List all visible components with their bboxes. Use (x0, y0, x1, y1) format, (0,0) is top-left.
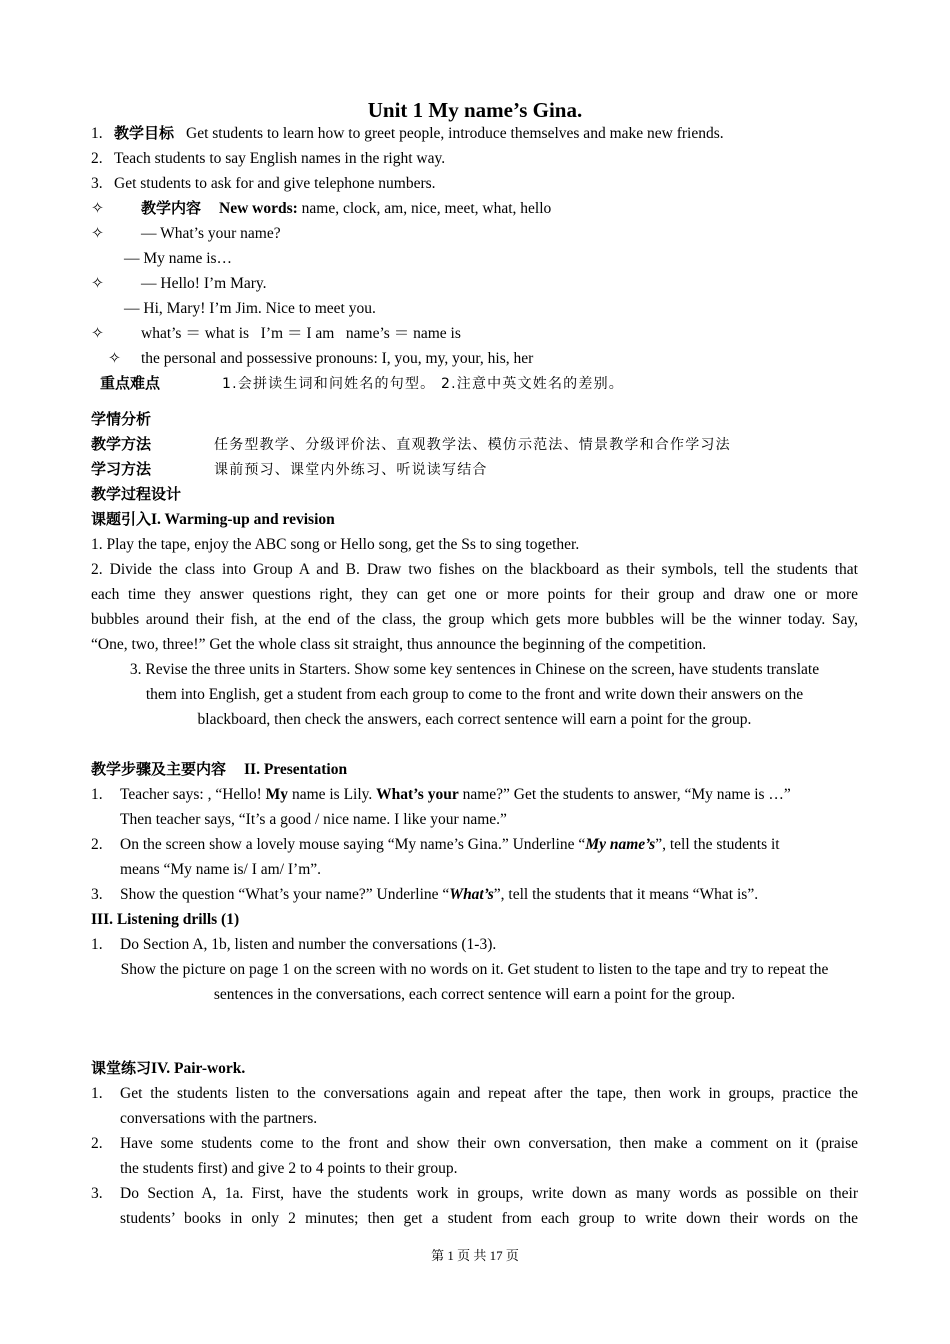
process-label: 教学过程设计 (91, 485, 182, 503)
pairwork-item-2-cont: the students first) and give 2 to 4 points to their group. (120, 1160, 458, 1177)
pairwork-heading: 课堂练习IV. Pair-work. (91, 1059, 246, 1077)
learning-method-label: 学习方法 (91, 460, 152, 478)
pairwork-item-3-num: 3. (91, 1185, 103, 1202)
teaching-method-label: 教学方法 (91, 435, 152, 453)
teaching-method-line: 教学方法 任务型教学、分级评价法、直观教学法、模仿示范法、情景教学和合作学习法 (91, 432, 731, 458)
content-line-q2: ✧ — Hello! I’m Mary. (91, 271, 267, 296)
listening-heading: III. Listening drills (1) (91, 911, 240, 928)
diamond-bullet-icon: ✧ (108, 350, 121, 367)
listening-item-1: 1. Do Section A, 1b, listen and number the conversations (1-3). (91, 936, 497, 953)
presentation-item-2: 2. On the screen show a lovely mouse saying “My name’s Gina.” Underline “My name’s”, tell the students it (91, 836, 780, 853)
diamond-bullet-icon: ✧ (91, 200, 104, 217)
diamond-bullet-icon: ✧ (91, 275, 104, 292)
objective-line-1: 1. 教学目标 Get students to learn how to greet people, introduce themselves and make new friends. (91, 124, 724, 142)
diamond-bullet-icon: ✧ (91, 325, 104, 342)
key-points-line: 重点难点 1.会拼读生词和问姓名的句型。 2.注意中英文姓名的差别。 (100, 371, 624, 397)
warmup-heading: 课题引入I. Warming-up and revision (91, 510, 335, 528)
presentation-item-2-cont: means “My name is/ I am/ I’m”. (120, 861, 322, 878)
warmup-line-6: 3. Revise the three units in Starters. Show some key sentences in Chinese on the screen, have students translate (129, 661, 820, 678)
warmup-line-8: blackboard, then check the answers, each correct sentence will earn a point for the group. (197, 711, 752, 728)
page-title: Unit 1 My name’s Gina. (367, 98, 583, 122)
content-line-contractions: ✧ what’s ＝ what is I’m ＝ I am name’s ＝ name is (91, 321, 461, 346)
content-label: 教学内容 (141, 199, 202, 217)
content-line-a1: — My name is… (124, 250, 233, 267)
warmup-line-5: “One, two, three!” Get the whole class sit straight, thus announce the beginning of the competition. (91, 636, 707, 653)
content-line-new-words: ✧ 教学内容 New words: name, clock, am, nice, meet, what, hello (91, 196, 551, 221)
presentation-item-1: 1. Teacher says: , “Hello! My name is Lily. What’s your name?” Get the students to answer, “My name is …” (91, 786, 791, 803)
pairwork-item-1-cont: conversations with the partners. (120, 1110, 318, 1127)
page-footer: 第 1 页 共 17 页 (431, 1248, 519, 1263)
pairwork-item-3-cont: students’ books in only 2 minutes; then get a student from each group to write down their words on the (120, 1210, 858, 1227)
content-line-pronouns: ✧ the personal and possessive pronouns: I, you, my, your, his, her (108, 346, 533, 371)
content-line-a2: — Hi, Mary! I’m Jim. Nice to meet you. (124, 300, 376, 317)
warmup-line-2: 2. Divide the class into Group A and B. Draw two fishes on the blackboard as their symbols, tell the students that (91, 561, 858, 578)
learning-method-line: 学习方法 课前预习、课堂内外练习、听说读写结合 (91, 457, 488, 483)
presentation-item-1-cont: Then teacher says, “It’s a good / nice name. I like your name.” (120, 811, 507, 828)
pairwork-item-1-num: 1. (91, 1085, 103, 1102)
listening-line-3: sentences in the conversations, each correct sentence will earn a point for the group. (213, 986, 736, 1003)
warmup-line-4: bubbles around their fish, at the end of the class, the group which gets more bubbles will be the winner today. Say, (91, 611, 858, 628)
warmup-line-3: each time they answer questions right, they can get one or more points for their group and draw one or more (91, 586, 858, 603)
content-line-q1: ✧ — What’s your name? (91, 221, 281, 246)
pairwork-item-2: Have some students come to the front and show their own conversation, then make a comment on it (praise (120, 1135, 858, 1152)
objective-line-2: 2. Teach students to say English names in the right way. (91, 150, 446, 167)
pairwork-item-3: Do Section A, 1a. First, have the students work in groups, write down as many words as possible on their (120, 1185, 858, 1202)
warmup-line-1: 1. Play the tape, enjoy the ABC song or Hello song, get the Ss to sing together. (91, 536, 580, 553)
warmup-line-7: them into English, get a student from each group to come to the front and write down their answers on the (145, 686, 804, 703)
key-points-label: 重点难点 (100, 374, 161, 392)
diamond-bullet-icon: ✧ (91, 225, 104, 242)
analysis-label: 学情分析 (91, 410, 152, 428)
presentation-item-3: 3. Show the question “What’s your name?” Underline “What’s”, tell the students that it means “What is”. (91, 886, 759, 903)
objectives-label: 教学目标 (114, 124, 175, 142)
pairwork-item-2-num: 2. (91, 1135, 103, 1152)
objective-line-3: 3. Get students to ask for and give telephone numbers. (91, 175, 436, 192)
presentation-heading: 教学步骤及主要内容 II. Presentation (91, 760, 348, 778)
pairwork-item-1: Get the students listen to the conversations again and repeat after the tape, then work in groups, practice the (120, 1085, 858, 1102)
listening-line-2: Show the picture on page 1 on the screen with no words on it. Get student to listen to the tape and try to repeat the (120, 961, 829, 978)
